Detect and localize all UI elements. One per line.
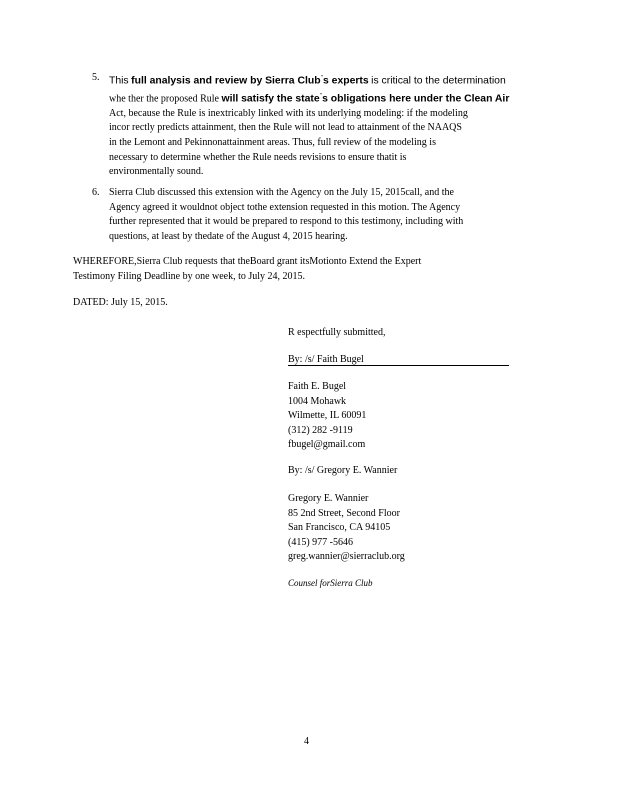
item-6-line-1: Sierra Club discussed this extension with the Agency on the July 15, 2015call, and the xyxy=(109,187,454,198)
item-6-line-4: questions, at least by thedate of the August 4, 2015 hearing. xyxy=(109,230,348,242)
item-6-paragraph xyxy=(109,186,535,244)
wherefore-line-2: Testimony Filing Deadline by one week, to July 24, 2015. xyxy=(73,270,306,282)
wannier-phone: (415) 977 -5646 xyxy=(288,536,353,548)
item-6-line-3: further represented that it would be prepared to respond to this testimony, including with xyxy=(109,216,464,228)
item-6-number: 6. xyxy=(92,187,100,198)
bugel-phone: (312) 282 -9119 xyxy=(288,424,353,436)
wannier-email: greg.wannier@sierraclub.org xyxy=(288,551,405,563)
dated-line: DATED: July 15, 2015. xyxy=(73,297,168,308)
bugel-street: 1004 Mohawk xyxy=(288,395,347,407)
item-5-paragraph xyxy=(109,71,535,180)
wannier-street: 85 2nd Street, Second Floor xyxy=(288,507,400,519)
item-5-line-4: incor rectly predicts attainment, then the Rule will not lead to attainment of the NAAQS xyxy=(109,122,462,134)
wherefore-paragraph xyxy=(73,255,543,284)
page-number: 4 xyxy=(304,736,309,747)
wannier-city: San Francisco, CA 94105 xyxy=(288,522,391,534)
signature-bugel: By: /s/ Faith Bugel xyxy=(288,354,364,365)
closing-salutation: R espectfully submitted, xyxy=(288,327,386,338)
signature-wannier: By: /s/ Gregory E. Wannier xyxy=(288,465,398,476)
bugel-email: fbugel@gmail.com xyxy=(288,439,366,451)
item-5-line-3: Act, because the Rule is inextricably linked with its underlying modeling: if the modeling xyxy=(109,107,468,119)
item-5-line-7: environmentally sound. xyxy=(109,166,204,178)
item-5-line-5: in the Lemont and Pekinnonattainment areas. Thus, full review of the modeling is xyxy=(109,137,436,149)
counsel-line: Counsel forSierra Club xyxy=(288,578,373,588)
item-5-line-2: whe ther the proposed Rule will satisfy the state"s obligations here under the Clean Air xyxy=(109,92,510,105)
item-5-number: 5. xyxy=(92,72,100,83)
item-5-line-6: necessary to determine whether the Rule needs revisions to ensure thatit is xyxy=(109,151,407,163)
bugel-city: Wilmette, IL 60091 xyxy=(288,410,367,422)
wherefore-line-1: WHEREFORE,Sierra Club requests that theBoard grant itsMotionto Extend the Expert xyxy=(73,256,422,267)
bugel-name: Faith E. Bugel xyxy=(288,381,347,392)
bugel-address-block xyxy=(288,380,366,453)
signature-underline xyxy=(288,365,509,366)
item-6-line-2: Agency agreed it wouldnot object tothe extension requested in this motion. The Agency xyxy=(109,201,461,213)
wannier-address-block xyxy=(288,492,405,565)
item-5-line-1: This full analysis and review by Sierra Club"s experts is critical to the determination xyxy=(109,75,506,87)
wannier-name: Gregory E. Wannier xyxy=(288,493,369,504)
